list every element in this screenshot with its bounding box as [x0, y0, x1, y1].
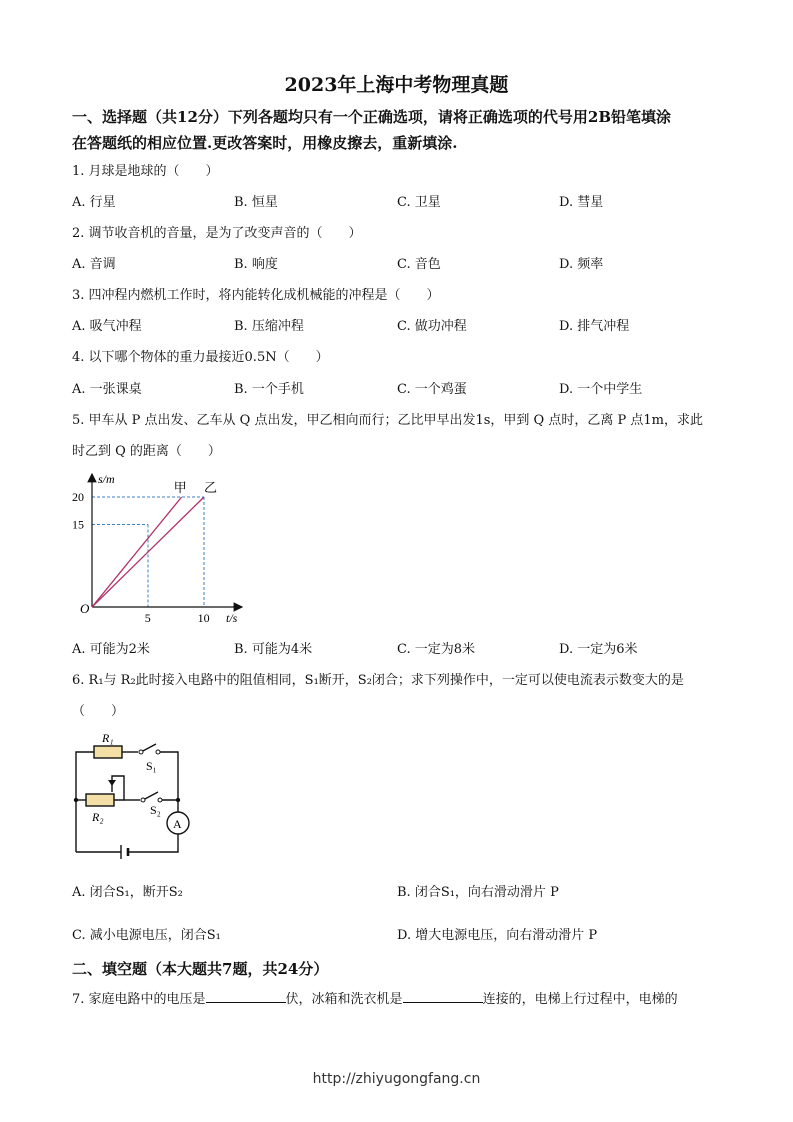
q2-option-a: A. 音调 [72, 257, 116, 272]
q4-option-c: C. 一个鸡蛋 [397, 382, 467, 397]
q5-option-c: C. 一定为8米 [397, 642, 476, 657]
circuit-diagram [66, 726, 196, 860]
q4-option-b: B. 一个手机 [234, 382, 304, 397]
q5-stem-line2: 时乙到 Q 的距离（ ） [72, 444, 221, 459]
q7-stem [72, 988, 678, 1007]
q6-option-c: C. 减小电源电压，闭合S₁ [72, 928, 221, 943]
q3-stem: 3. 四冲程内燃机工作时，将内能转化成机械能的冲程是（ ） [72, 288, 440, 303]
x-tick-label-0: 5 [144, 611, 151, 625]
s1-label: S₁ [146, 759, 157, 773]
page-title: 2023年上海中考物理真题 [284, 74, 509, 96]
q6-option-d: D. 增大电源电压，向右滑动滑片 P [397, 928, 598, 943]
q1-option-b: B. 恒星 [234, 195, 278, 210]
q6-stem-line1: 6. R₁与 R₂此时接入电路中的阻值相同，S₁断开，S₂闭合；求下列操作中，一定可以使电流表示数变大的是 [72, 673, 684, 688]
series-line-0 [92, 497, 182, 607]
q7-blank-1[interactable] [206, 990, 286, 1003]
y-tick-label-1: 20 [72, 490, 84, 504]
q1-option-c: C. 卫星 [397, 195, 441, 210]
s2-switch [143, 792, 158, 800]
footer-url: http://zhiyugongfang.cn [312, 1071, 481, 1087]
x-axis-label: t/s [226, 611, 238, 625]
r2-rheostat [86, 794, 114, 806]
st-graph [60, 466, 250, 628]
q2-option-d: D. 频率 [559, 257, 604, 272]
section2-heading: 二、填空题（本大题共7题，共24分） [72, 960, 329, 978]
q1-option-d: D. 彗星 [559, 195, 604, 210]
q4-option-d: D. 一个中学生 [559, 382, 643, 397]
y-tick-label-0: 15 [72, 517, 84, 532]
origin-label: O [80, 601, 90, 616]
q5-option-d: D. 一定为6米 [559, 642, 638, 657]
r2-label: R₂ [92, 810, 104, 824]
q5-stem-line1: 5. 甲车从 P 点出发、乙车从 Q 点出发，甲乙相向而行；乙比甲早出发1s，甲到 Q 点时，乙离 P 点1m，求此 [72, 413, 703, 428]
y-axis-label: s/m [98, 472, 115, 486]
x-tick-label-1: 10 [197, 611, 210, 625]
series-label-1: 乙 [204, 480, 218, 495]
q6-option-a: A. 闭合S₁，断开S₂ [72, 885, 183, 900]
q7-part2: 伏，冰箱和洗衣机是 [285, 992, 403, 1007]
r1-resistor [94, 746, 122, 758]
s1-switch [141, 744, 156, 752]
q2-option-b: B. 响度 [234, 257, 278, 272]
q7-blank-2[interactable] [403, 990, 483, 1003]
q1-option-a: A. 行星 [72, 195, 116, 210]
q2-stem: 2. 调节收音机的音量，是为了改变声音的（ ） [72, 226, 362, 241]
q7-part1: 7. 家庭电路中的电压是 [72, 992, 206, 1007]
q5-option-a: A. 可能为2米 [72, 642, 150, 657]
section1-heading-line1: 一、选择题（共12分）下列各题均只有一个正确选项，请将正确选项的代号用2B铅笔填涂 [72, 108, 671, 126]
s2-label: S₂ [150, 803, 161, 817]
q5-option-b: B. 可能为4米 [234, 642, 313, 657]
q3-option-c: C. 做功冲程 [397, 319, 467, 334]
q3-option-b: B. 压缩冲程 [234, 319, 304, 334]
ammeter-label: A [173, 817, 182, 831]
q2-option-c: C. 音色 [397, 257, 441, 272]
q4-stem: 4. 以下哪个物体的重力最接近0.5N（ ） [72, 350, 329, 365]
q6-stem-line2: （ ） [72, 704, 125, 719]
q3-option-d: D. 排气冲程 [559, 319, 630, 334]
series-label-0: 甲 [173, 480, 187, 495]
section1-heading-line2: 在答题纸的相应位置.更改答案时，用橡皮擦去，重新填涂. [72, 134, 458, 152]
r1-label: R₁ [102, 731, 114, 745]
q3-option-a: A. 吸气冲程 [72, 319, 142, 334]
q4-option-a: A. 一张课桌 [72, 382, 142, 397]
q6-option-b: B. 闭合S₁，向右滑动滑片 P [397, 885, 559, 900]
slider-arrow [108, 780, 116, 786]
q7-part3: 连接的，电梯上行过程中，电梯的 [482, 992, 678, 1007]
q1-stem: 1. 月球是地球的（ ） [72, 164, 219, 179]
